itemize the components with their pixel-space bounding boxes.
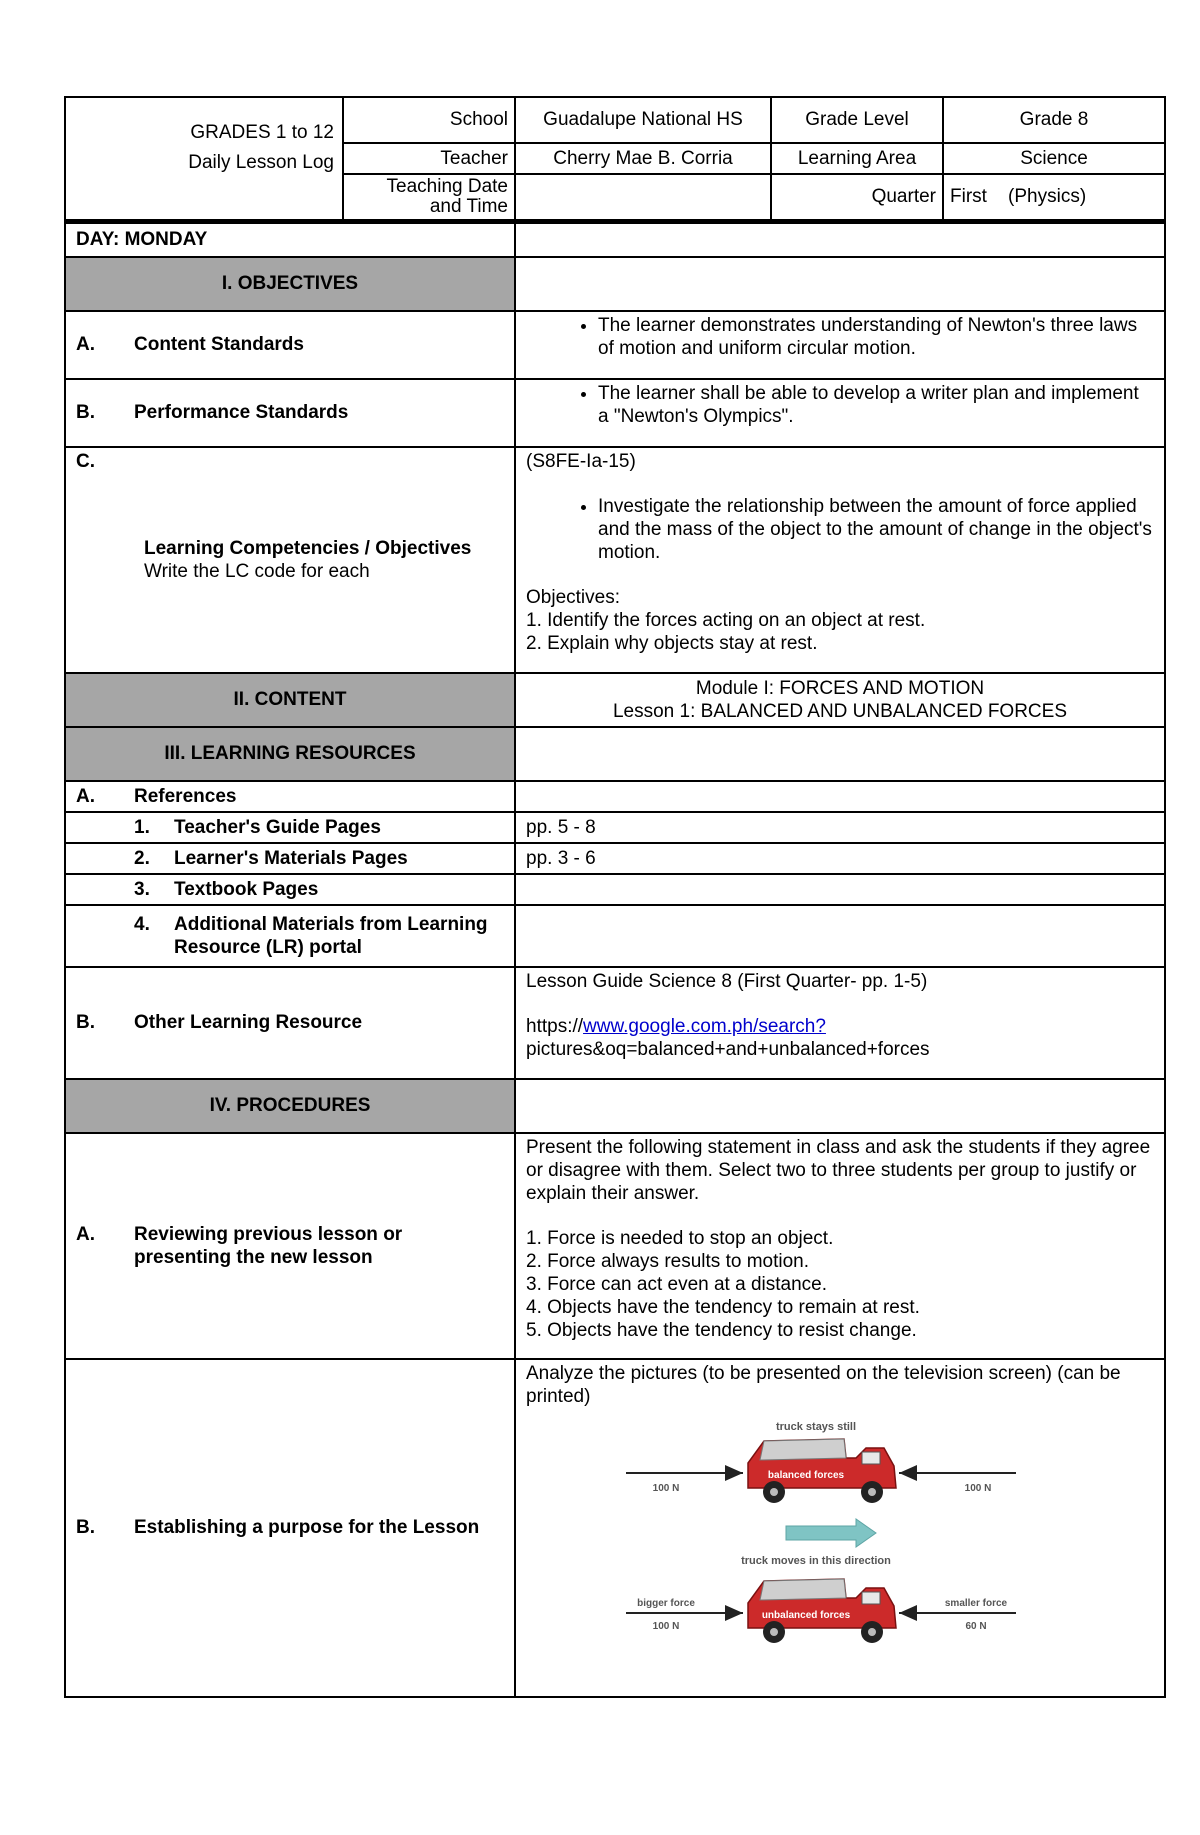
additional-materials-value	[515, 905, 1165, 967]
other-resource-value	[515, 967, 1165, 1079]
content-value	[515, 673, 1165, 727]
day-value	[515, 223, 1165, 257]
competencies-label	[65, 447, 515, 673]
school-value: Guadalupe National HS	[515, 97, 771, 143]
top-truck	[748, 1439, 896, 1503]
performance-standards-value	[515, 379, 1165, 447]
teaching-date-value	[515, 174, 771, 220]
content-lesson: Lesson 1: BALANCED AND UNBALANCED FORCES	[612, 700, 1068, 722]
learning-area-label: Learning Area	[771, 143, 943, 174]
performance-standards-title: Performance Standards	[134, 402, 349, 423]
teacher-value: Cherry Mae B. Corria	[515, 143, 771, 174]
header-table	[64, 96, 1166, 221]
grade-level-label: Grade Level	[771, 97, 943, 143]
other-resource-label	[65, 967, 515, 1079]
quarter-label: Quarter	[771, 174, 943, 220]
other-resource-title: Other Learning Resource	[134, 1012, 363, 1033]
purpose-title: Establishing a purpose for the Lesson	[134, 1517, 480, 1538]
teaching-date-label-2: and Time	[429, 196, 508, 217]
learners-materials-label	[65, 843, 515, 874]
motion-arrow	[786, 1519, 876, 1547]
competencies-key: C.	[76, 450, 95, 472]
content-module: Module I: FORCES AND MOTION	[695, 677, 985, 699]
url-rest: pictures&oq=balanced+and+unbalanced+forces	[526, 1038, 930, 1060]
statement-4: 4. Objects have the tendency to remain at rest.	[526, 1296, 920, 1318]
resources-heading: III. LEARNING RESOURCES	[65, 727, 515, 781]
teacher-label: Teacher	[343, 143, 515, 174]
other-resource-key: B.	[76, 1012, 95, 1033]
grades-title	[65, 97, 343, 220]
competency-bullet: • Investigate the relationship between the amount of force applied and the mass of the object to the amount of change in the object's motion.	[598, 495, 1154, 564]
objective-1: 1. Identify the forces acting on an object at rest.	[526, 609, 926, 631]
content-heading: II. CONTENT	[65, 673, 515, 727]
procedures-heading: IV. PROCEDURES	[65, 1079, 515, 1133]
performance-standards-label	[65, 379, 515, 447]
content-standards-key: A.	[76, 334, 95, 355]
additional-materials-key: 4.	[134, 913, 150, 935]
reviewing-key: A.	[76, 1223, 95, 1245]
performance-standards-text: • The learner shall be able to develop a writer plan and implement a "Newton's Olympics".	[598, 382, 1154, 428]
statement-5: 5. Objects have the tendency to resist change.	[526, 1319, 917, 1341]
day-label: DAY: MONDAY	[65, 223, 515, 257]
bottom-right-title: smaller force	[944, 1597, 1008, 1609]
reviewing-label	[65, 1133, 515, 1359]
objectives-heading: I. OBJECTIVES	[65, 257, 515, 311]
teaching-date-label-1: Teaching Date	[386, 176, 508, 197]
content-standards-value	[515, 311, 1165, 379]
grades-line-1: GRADES 1 to 12	[190, 122, 334, 143]
additional-materials-label	[65, 905, 515, 967]
grades-line-2: Daily Lesson Log	[188, 152, 334, 173]
content-standards-title: Content Standards	[134, 334, 304, 355]
learners-materials-key: 2.	[134, 847, 150, 869]
learners-materials-value: pp. 3 - 6	[515, 843, 1165, 874]
teaching-date-label	[343, 174, 515, 220]
purpose-key: B.	[76, 1517, 95, 1538]
top-left-force: 100 N	[652, 1482, 680, 1494]
forces-figure	[526, 1408, 1154, 1648]
lesson-log-document	[64, 96, 1164, 1698]
top-caption: truck stays still	[775, 1420, 857, 1433]
bottom-caption: truck moves in this direction	[741, 1554, 891, 1567]
objective-2: 2. Explain why objects stay at rest.	[526, 632, 818, 654]
references-title: References	[134, 785, 237, 807]
statement-3: 3. Force can act even at a distance.	[526, 1273, 828, 1295]
grade-level-value: Grade 8	[943, 97, 1165, 143]
resources-heading-blank	[515, 727, 1165, 781]
learning-area-value: Science	[943, 143, 1165, 174]
statement-2: 2. Force always results to motion.	[526, 1250, 809, 1272]
competencies-subtitle: Write the LC code for each	[144, 560, 370, 582]
bottom-right-force: 60 N	[965, 1620, 987, 1632]
other-resource-url	[526, 1015, 1154, 1038]
performance-standards-key: B.	[76, 402, 95, 423]
teachers-guide-title: Teacher's Guide Pages	[174, 816, 381, 838]
reviewing-title: Reviewing previous lesson or presenting the new lesson	[134, 1223, 403, 1268]
references-key: A.	[76, 785, 95, 807]
competency-code: (S8FE-Ia-15)	[526, 450, 636, 472]
top-truck-label: balanced forces	[767, 1469, 845, 1481]
textbook-label	[65, 874, 515, 905]
lesson-table	[64, 221, 1166, 1698]
url-prefix: https://	[526, 1015, 584, 1037]
competencies-value	[515, 447, 1165, 673]
additional-materials-title: Additional Materials from Learning Resource (LR) portal	[174, 913, 488, 958]
statement-1: 1. Force is needed to stop an object.	[526, 1227, 834, 1249]
url-link[interactable]: www.google.com.ph/search?	[583, 1015, 826, 1037]
bottom-truck	[748, 1579, 896, 1643]
teachers-guide-label	[65, 812, 515, 843]
purpose-label	[65, 1359, 515, 1697]
teachers-guide-value: pp. 5 - 8	[515, 812, 1165, 843]
other-resource-guide: Lesson Guide Science 8 (First Quarter- pp. 1-5)	[526, 970, 928, 992]
teachers-guide-key: 1.	[134, 816, 150, 838]
textbook-title: Textbook Pages	[174, 878, 319, 900]
bottom-left-force: 100 N	[652, 1620, 680, 1632]
quarter-value: First (Physics)	[943, 174, 1165, 220]
purpose-value	[515, 1359, 1165, 1697]
purpose-text: Analyze the pictures (to be presented on the television screen) (can be printed)	[526, 1362, 1121, 1407]
competencies-title: Learning Competencies / Objectives	[144, 537, 472, 559]
learners-materials-title: Learner's Materials Pages	[174, 847, 408, 869]
objectives-heading-blank	[515, 257, 1165, 311]
top-right-force: 100 N	[964, 1482, 992, 1494]
references-value	[515, 781, 1165, 812]
bottom-left-title: bigger force	[637, 1597, 695, 1609]
content-standards-text: • The learner demonstrates understanding of Newton's three laws of motion and uniform circular motion.	[598, 314, 1154, 360]
objectives-title: Objectives:	[526, 586, 620, 608]
textbook-key: 3.	[134, 878, 150, 900]
school-label: School	[343, 97, 515, 143]
content-standards-label	[65, 311, 515, 379]
textbook-value	[515, 874, 1165, 905]
references-label	[65, 781, 515, 812]
bottom-truck-label: unbalanced forces	[761, 1609, 851, 1621]
reviewing-value	[515, 1133, 1165, 1359]
reviewing-intro: Present the following statement in class and ask the students if they agree or disagree with them. Select two to three students per group to justify or explain their answer.	[526, 1136, 1151, 1204]
forces-diagram	[526, 1408, 1156, 1658]
procedures-heading-blank	[515, 1079, 1165, 1133]
